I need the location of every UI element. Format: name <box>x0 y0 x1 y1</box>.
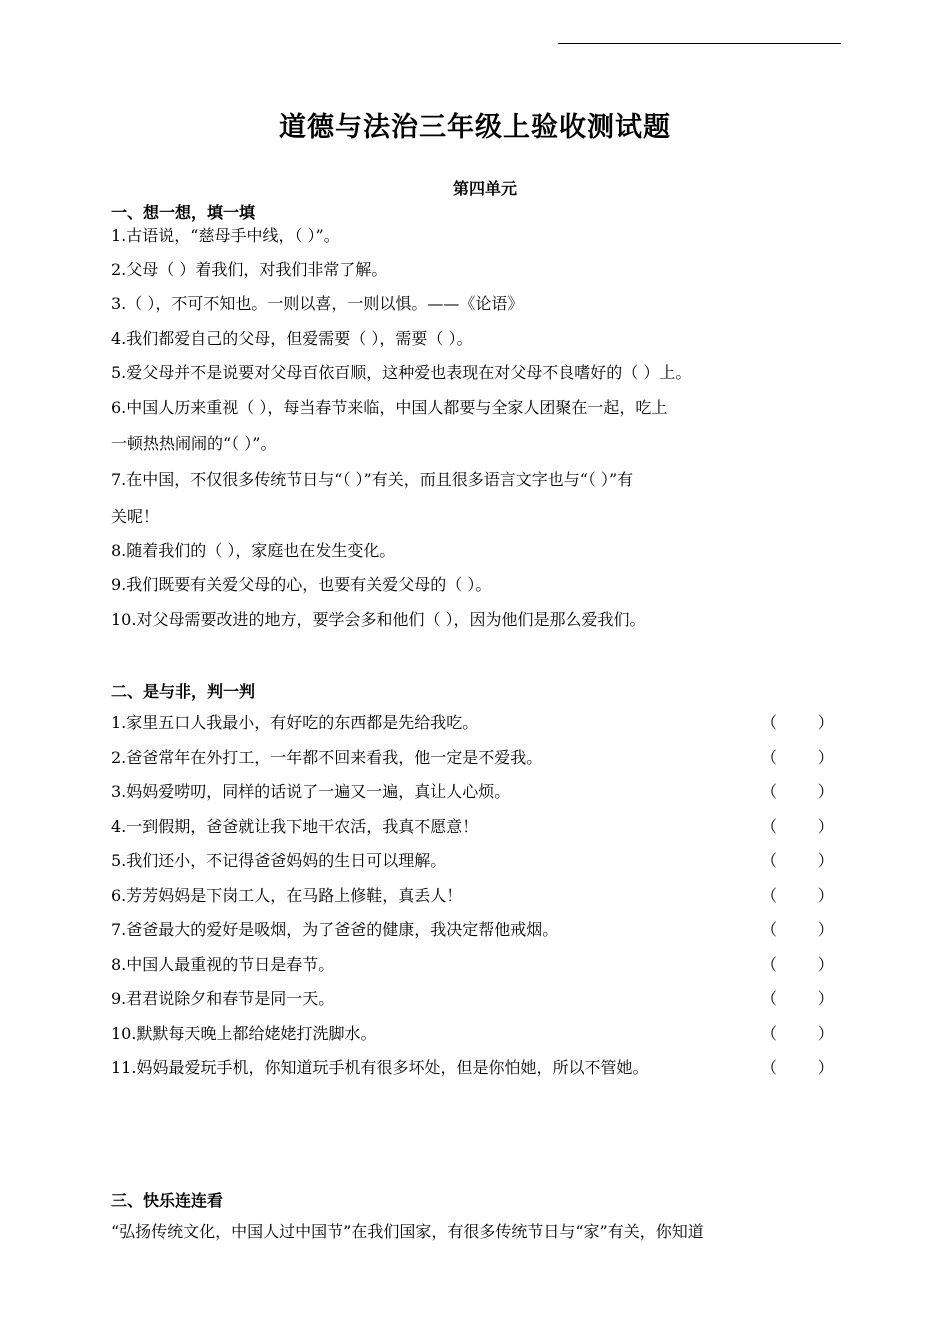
judge-item-text: 11.妈妈最爱玩手机，你知道玩手机有很多坏处，但是你怕她，所以不管她。 <box>111 1058 649 1077</box>
judge-item-text: 9.君君说除夕和春节是同一天。 <box>111 989 335 1008</box>
fill-item-4: 4.我们都爱自己的父母，但爱需要（ ），需要（ ）。 <box>111 329 473 348</box>
fill-item-6: 6.中国人历来重视（ ），每当春节来临，中国人都要与全家人团聚在一起，吃上 <box>111 398 668 417</box>
judge-item-text: 10.默默每天晚上都给姥姥打洗脚水。 <box>111 1024 377 1043</box>
page-title: 道德与法治三年级上验收测试题 <box>279 112 671 143</box>
section1-heading: 一、想一想，填一填 <box>111 203 256 222</box>
answer-paren: （ ） <box>761 989 834 1008</box>
section3-intro: “弘扬传统文化，中国人过中国节”在我们国家，有很多传统节日与“家”有关，你知道 <box>111 1222 704 1241</box>
judge-item-text: 1.家里五口人我最小，有好吃的东西都是先给我吃。 <box>111 713 479 732</box>
judge-item-9 <box>111 989 841 1009</box>
fill-item-9: 9.我们既要有关爱父母的心，也要有关爱父母的（ ）。 <box>111 575 492 594</box>
answer-paren: （ ） <box>761 782 834 801</box>
answer-paren: （ ） <box>761 1024 834 1043</box>
judge-item-text: 6.芳芳妈妈是下岗工人，在马路上修鞋，真丢人！ <box>111 886 463 905</box>
answer-paren: （ ） <box>761 817 834 836</box>
judge-item-text: 2.爸爸常年在外打工，一年都不回来看我，他一定是不爱我。 <box>111 748 543 767</box>
answer-paren: （ ） <box>761 748 834 767</box>
answer-paren: （ ） <box>761 920 834 939</box>
judge-item-1 <box>111 713 841 733</box>
answer-paren: （ ） <box>761 1058 834 1077</box>
fill-item-8: 8.随着我们的（ ），家庭也在发生变化。 <box>111 541 396 560</box>
fill-item-10: 10.对父母需要改进的地方，要学会多和他们（ ），因为他们是那么爱我们。 <box>111 610 646 629</box>
unit-subtitle: 第四单元 <box>452 179 517 198</box>
answer-paren: （ ） <box>761 955 834 974</box>
judge-item-10 <box>111 1024 841 1044</box>
judge-item-text: 4.一到假期，爸爸就让我下地干农活，我真不愿意！ <box>111 817 479 836</box>
judge-item-8 <box>111 955 841 975</box>
judge-item-text: 3.妈妈爱唠叨，同样的话说了一遍又一遍，真让人心烦。 <box>111 782 511 801</box>
judge-item-text: 5.我们还小，不记得爸爸妈妈的生日可以理解。 <box>111 851 447 870</box>
judge-item-11 <box>111 1058 841 1078</box>
section3-heading: 三、快乐连连看 <box>111 1191 224 1210</box>
judge-item-3 <box>111 782 841 802</box>
fill-item-2: 2.父母（ ）着我们，对我们非常了解。 <box>111 260 388 279</box>
fill-item-5: 5.爱父母并不是说要对父母百依百顺，这种爱也表现在对父母不良嗜好的（ ）上。 <box>111 363 692 382</box>
judge-item-text: 8.中国人最重视的节日是春节。 <box>111 955 335 974</box>
judge-item-5 <box>111 851 841 871</box>
fill-item-3: 3.（ ），不可不知也。一则以喜，一则以惧。——《论语》 <box>111 294 524 313</box>
header-rule <box>558 43 841 44</box>
fill-item-7-cont: 关呢！ <box>111 507 160 526</box>
answer-paren: （ ） <box>761 713 834 732</box>
fill-item-6-cont: 一顿热热闹闹的“（ ）”。 <box>111 434 277 453</box>
answer-paren: （ ） <box>761 851 834 870</box>
judge-item-2 <box>111 748 841 768</box>
judge-item-6 <box>111 886 841 906</box>
judge-item-text: 7.爸爸最大的爱好是吸烟，为了爸爸的健康，我决定帮他戒烟。 <box>111 920 559 939</box>
judge-item-4 <box>111 817 841 837</box>
answer-paren: （ ） <box>761 886 834 905</box>
section2-heading: 二、是与非，判一判 <box>111 682 256 701</box>
fill-item-7: 7.在中国，不仅很多传统节日与“（ ）”有关，而且很多语言文字也与“（ ）”有 <box>111 470 634 489</box>
judge-item-7 <box>111 920 841 940</box>
fill-item-1: 1.古语说，“慈母手中线，（ ）”。 <box>111 226 340 245</box>
